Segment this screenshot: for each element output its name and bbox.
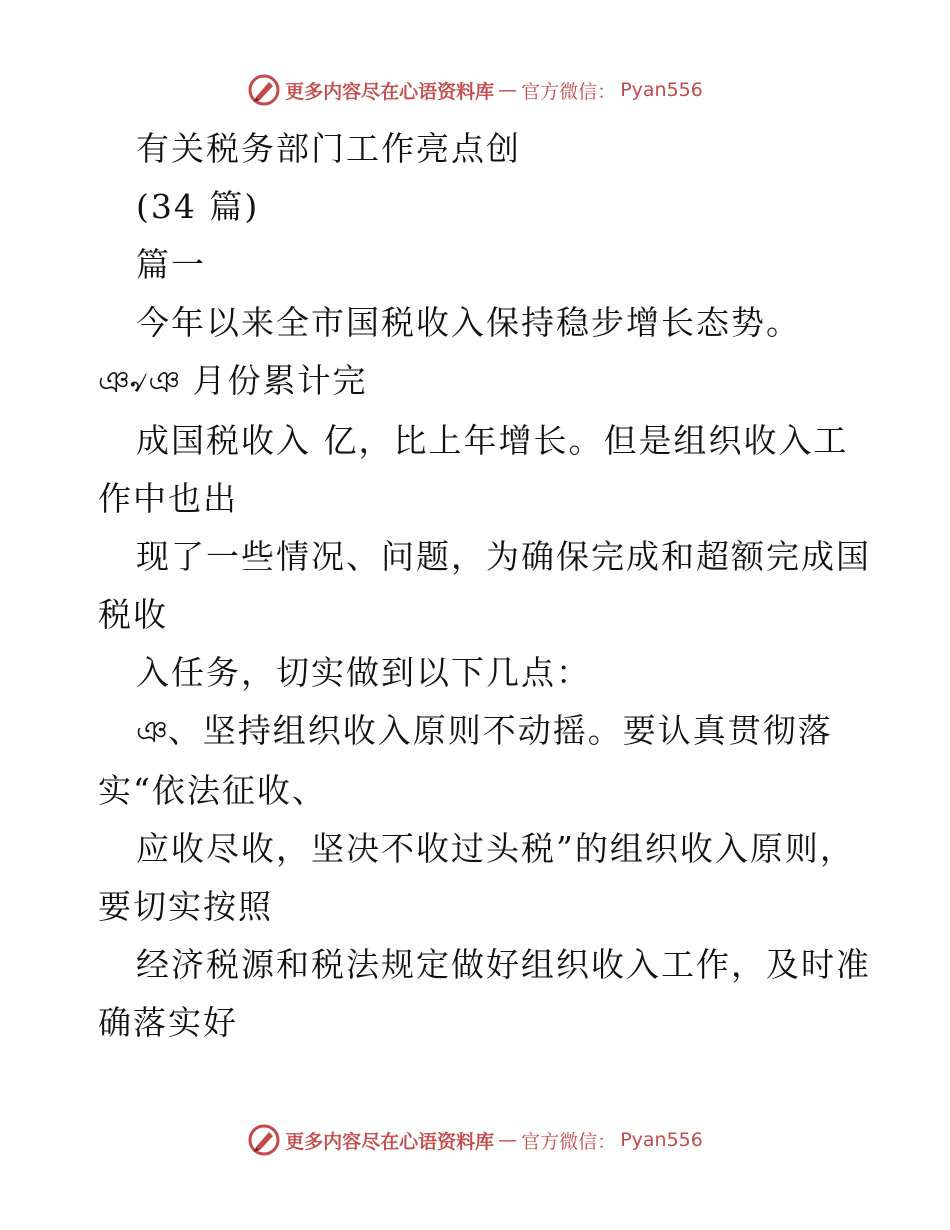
ornament-glyph-icon: ঞ৵ঞ <box>98 365 181 400</box>
paragraph-line: 要切实按照 <box>98 887 273 926</box>
footer-wechat-id: Pyan556 <box>620 1129 703 1151</box>
header-wechat-id: Pyan556 <box>620 79 703 101</box>
header-dash: — <box>498 79 518 101</box>
header-wechat-label: 官方微信： <box>521 80 617 103</box>
document-body <box>98 120 871 1052</box>
footer-wechat-label: 官方微信： <box>521 1130 617 1153</box>
paragraph-line <box>98 702 858 762</box>
paragraph-line: 实“依法征收、 <box>98 771 327 810</box>
paragraph-text: 、坚持组织收入原则不动摇。要认真贯彻落 <box>167 711 833 750</box>
paragraph-line: 经济税源和税法规定做好组织收入工作，及时准 <box>136 945 871 984</box>
paragraph-line: 今年以来全市国税收入保持稳步增长态势。 <box>136 303 801 342</box>
footer-brand <box>247 1123 703 1157</box>
paragraph-text: 月份累计完 <box>192 361 368 400</box>
section-heading: 篇一 <box>136 245 206 284</box>
header-brand-text: 更多内容尽在心语资料库 <box>285 80 495 103</box>
footer-dash: — <box>498 1129 518 1151</box>
paragraph-line: 确落实好 <box>98 1003 238 1042</box>
paragraph-line: 税收 <box>98 595 168 634</box>
header-brand <box>247 73 703 107</box>
pen-logo-icon <box>247 1123 281 1157</box>
document-title-line1: 有关税务部门工作亮点创 <box>136 129 521 168</box>
document-title-line2: (34 篇) <box>136 187 260 226</box>
paragraph-line <box>98 352 858 412</box>
page-header <box>0 70 950 110</box>
paragraph-line: 现了一些情况、问题，为确保完成和超额完成国 <box>136 537 871 576</box>
paragraph-line: 入任务，切实做到以下几点： <box>136 653 591 692</box>
pen-logo-icon <box>247 73 281 107</box>
paragraph-line: 成国税收入 亿，比上年增长。但是组织收入工 <box>136 421 849 460</box>
footer-brand-text: 更多内容尽在心语资料库 <box>285 1130 495 1153</box>
paragraph-line: 应收尽收，坚决不收过头税”的组织收入原则， <box>136 829 855 868</box>
ornament-glyph-icon: ঞ <box>136 715 168 750</box>
page-footer <box>0 1120 950 1160</box>
paragraph-line: 作中也出 <box>98 479 238 518</box>
